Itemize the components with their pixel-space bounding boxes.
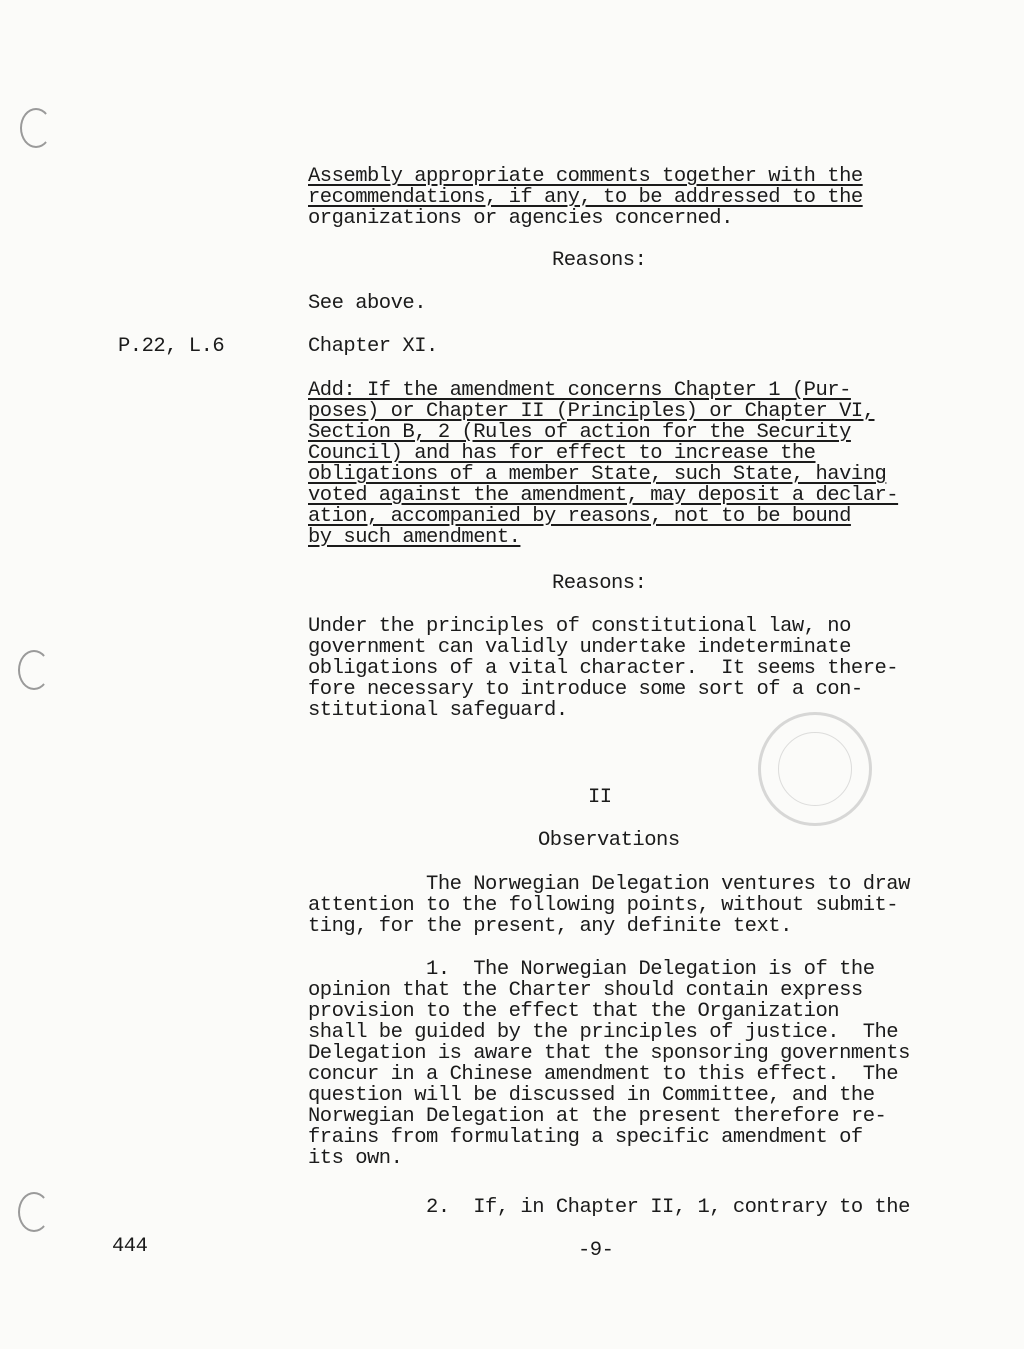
text-line: provision to the effect that the Organization	[308, 1000, 840, 1023]
observations-heading: Observations	[538, 829, 680, 852]
text-line: organizations or agencies concerned.	[308, 207, 733, 230]
text-line: Norwegian Delegation at the present therefore re-	[308, 1105, 887, 1128]
text-line: Council) and has for effect to increase the	[308, 442, 816, 465]
observations-intro	[308, 874, 988, 940]
text-line: by such amendment.	[308, 526, 521, 549]
text-line: opinion that the Charter should contain express	[308, 979, 863, 1002]
text-line: ting, for the present, any definite text.	[308, 915, 792, 938]
text-line: government can validly undertake indeterminate	[308, 636, 851, 659]
text-line: recommendations, if any, to be addressed to the	[308, 186, 863, 209]
text-line: ation, accompanied by reasons, not to be bound	[308, 505, 851, 528]
punch-hole-top	[20, 108, 52, 148]
text-line: voted against the amendment, may deposit a declar-	[308, 484, 899, 507]
amendment-text	[308, 380, 968, 552]
text-line: concur in a Chinese amendment to this effect. The	[308, 1063, 899, 1086]
text-line: its own.	[308, 1147, 403, 1170]
text-line: obligations of a member State, such State, having	[308, 463, 887, 486]
section-1	[308, 166, 968, 236]
reasons-text	[308, 616, 968, 726]
text-line: frains from formulating a specific amendment of	[308, 1126, 863, 1149]
text-line: fore necessary to introduce some sort of a con-	[308, 678, 863, 701]
text-line: Delegation is aware that the sponsoring governments	[308, 1042, 910, 1065]
text-line: poses) or Chapter II (Principles) or Chapter VI,	[308, 400, 875, 423]
text-line: The Norwegian Delegation ventures to draw	[308, 873, 910, 896]
reasons-heading: Reasons:	[552, 249, 647, 272]
text-line: obligations of a vital character. It seems there-	[308, 657, 899, 680]
text-line: attention to the following points, without submit-	[308, 894, 899, 917]
text-line: Assembly appropriate comments together with the	[308, 165, 863, 188]
text-line: 1. The Norwegian Delegation is of the	[308, 958, 875, 981]
part-numeral: II	[588, 786, 612, 809]
page-line-reference: P.22, L.6	[118, 335, 225, 358]
observation-point-1	[308, 959, 988, 1175]
reasons-heading: Reasons:	[552, 572, 647, 595]
observation-point-2: 2. If, in Chapter II, 1, contrary to the	[308, 1196, 910, 1219]
see-above-text: See above.	[308, 292, 427, 315]
page-number-center: -9-	[578, 1239, 614, 1262]
page-number-left: 444	[112, 1235, 148, 1258]
punch-hole-bottom	[18, 1192, 50, 1232]
text-line: Under the principles of constitutional law, no	[308, 615, 851, 638]
archive-stamp	[758, 712, 872, 826]
text-line: question will be discussed in Committee, and the	[308, 1084, 875, 1107]
text-line: stitutional safeguard.	[308, 699, 568, 722]
text-line: Add: If the amendment concerns Chapter 1 (Pur-	[308, 379, 851, 402]
chapter-heading: Chapter XI.	[308, 335, 438, 358]
text-line: shall be guided by the principles of justice. The	[308, 1021, 899, 1044]
text-line: Section B, 2 (Rules of action for the Security	[308, 421, 851, 444]
punch-hole-middle	[18, 650, 50, 690]
